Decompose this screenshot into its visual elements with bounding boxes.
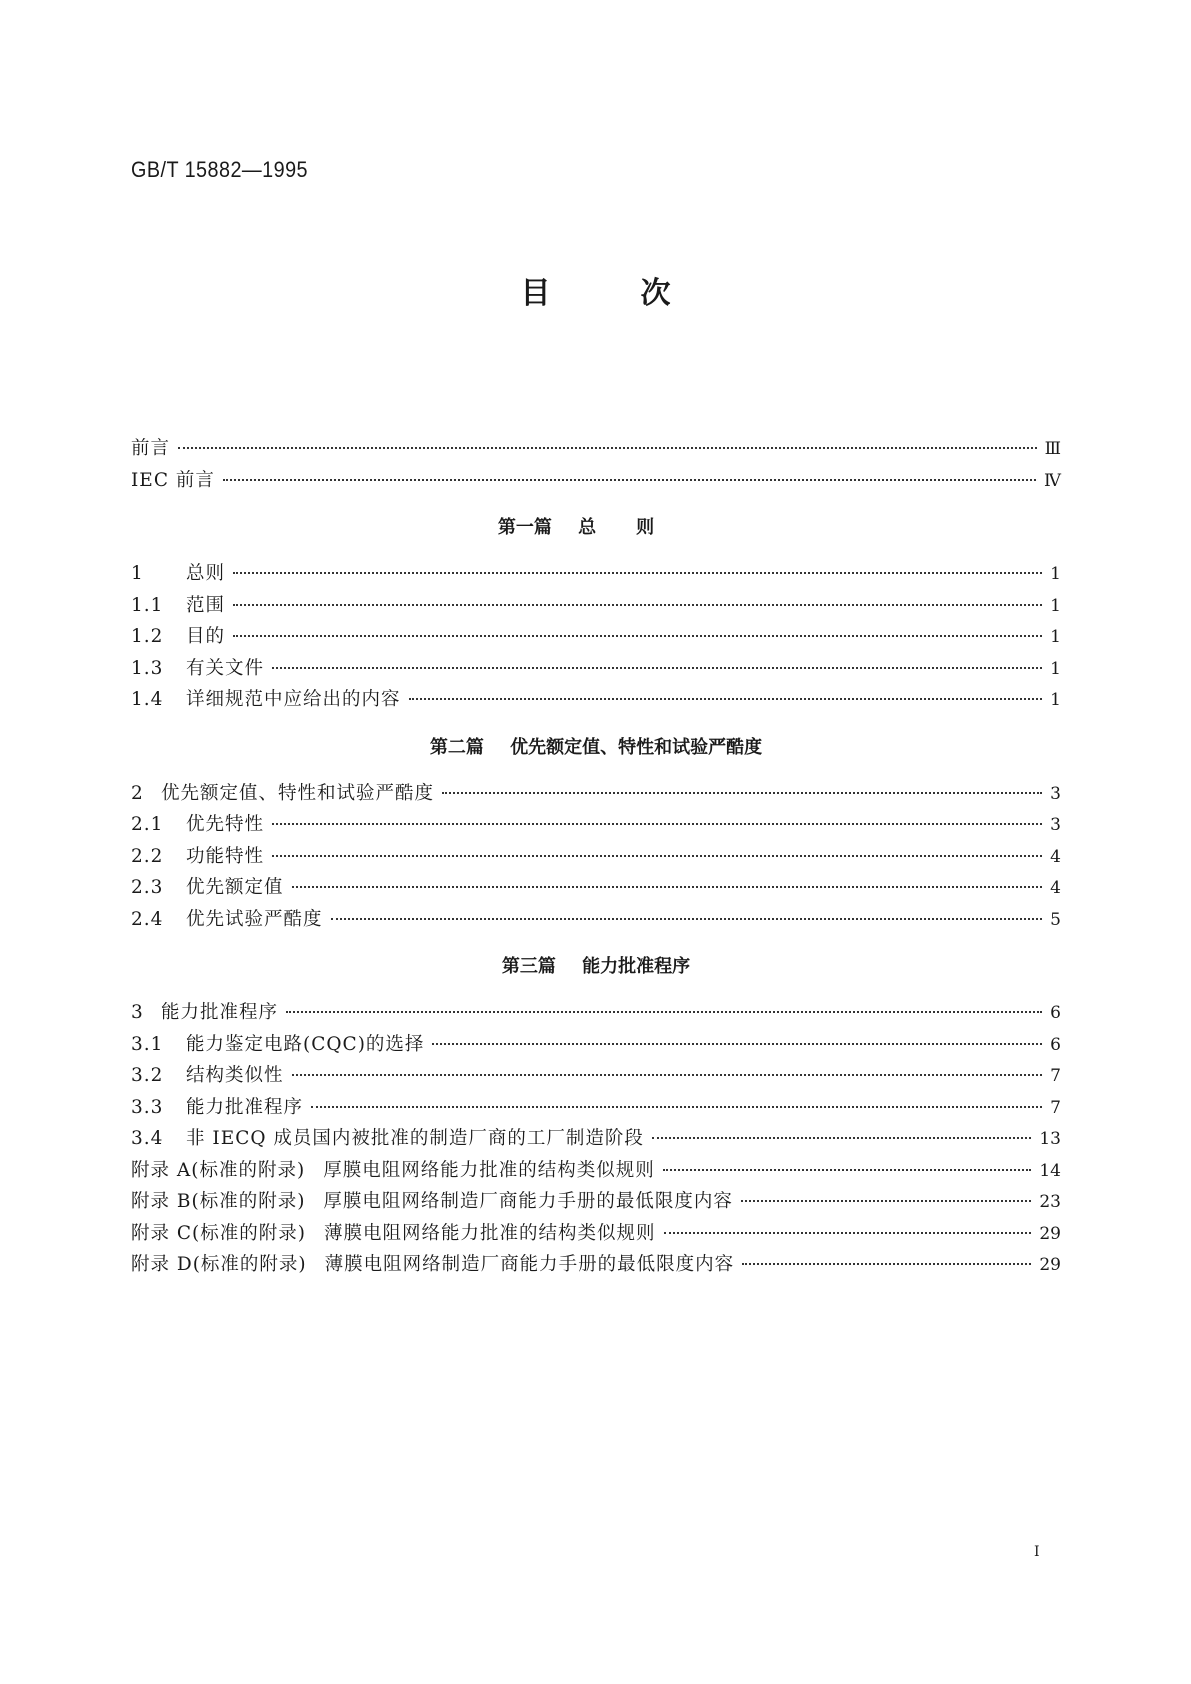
toc-entry-appendix[interactable] — [131, 1219, 1061, 1251]
leader-dots — [664, 1231, 1032, 1234]
part-title: 总则 — [578, 517, 695, 538]
toc-entry[interactable] — [131, 685, 1061, 717]
leader-dots — [233, 571, 1042, 574]
toc-page-number: 13 — [1039, 1129, 1061, 1149]
part-title: 优先额定值、特性和试验严酷度 — [510, 736, 763, 758]
toc-entry-label: 能力批准程序 — [161, 1002, 279, 1023]
toc-entry-label: 前言 — [131, 438, 171, 459]
toc-entry[interactable] — [131, 842, 1061, 874]
leader-dots — [741, 1199, 1031, 1202]
leader-dots — [292, 1073, 1043, 1076]
section-number: 1 — [131, 563, 144, 584]
part-heading — [131, 513, 1061, 543]
toc-page-number: 1 — [1050, 595, 1061, 616]
section-number: 1.2 — [131, 626, 164, 647]
toc-page-number: 4 — [1050, 846, 1061, 867]
leader-dots — [311, 1105, 1042, 1108]
toc-entry[interactable] — [131, 622, 1061, 654]
leader-dots — [233, 603, 1042, 606]
table-of-contents — [131, 434, 1061, 1282]
toc-entry-label: 优先试验严酷度 — [186, 908, 323, 930]
section-number: 3.4 — [131, 1128, 164, 1149]
toc-entry[interactable] — [131, 591, 1061, 623]
toc-page-number: 14 — [1039, 1160, 1061, 1181]
leader-dots — [742, 1262, 1031, 1265]
toc-page-number: 7 — [1050, 1097, 1061, 1118]
toc-entry[interactable] — [131, 998, 1061, 1030]
toc-entry[interactable] — [131, 654, 1061, 686]
toc-entry-label: 能力批准程序 — [186, 1096, 304, 1118]
toc-page-number: 29 — [1039, 1255, 1061, 1275]
leader-dots — [331, 917, 1043, 920]
toc-entry-label: IEC 前言 — [131, 469, 215, 491]
toc-entry-label: 范围 — [186, 594, 226, 616]
toc-page-number: 4 — [1050, 878, 1061, 898]
toc-entry-label: 详细规范中应给出的内容 — [186, 689, 401, 710]
toc-entry[interactable] — [131, 1061, 1061, 1093]
toc-entry[interactable] — [131, 873, 1061, 905]
standard-code: GB/T 15882—1995 — [131, 157, 309, 182]
toc-entry-label: 结构类似性 — [186, 1065, 284, 1086]
toc-entry-foreword[interactable] — [131, 434, 1061, 466]
appendix-name: 附录 B(标准的附录) — [131, 1191, 306, 1212]
toc-entry-label: 有关文件 — [186, 657, 265, 679]
appendix-name: 附录 D(标准的附录) — [131, 1254, 307, 1275]
toc-entry-label: 非 IECQ 成员国内被批准的制造厂商的工厂制造阶段 — [186, 1128, 644, 1149]
toc-entry-label: 功能特性 — [186, 845, 265, 867]
section-number: 2.3 — [131, 877, 164, 898]
section-number: 2.1 — [131, 814, 164, 835]
section-number: 3.3 — [131, 1096, 164, 1118]
leader-dots — [432, 1042, 1042, 1045]
section-number: 1.3 — [131, 657, 164, 679]
section-number: 3.2 — [131, 1065, 164, 1086]
leader-dots — [292, 885, 1043, 888]
leader-dots — [223, 478, 1036, 481]
part-heading — [131, 952, 1061, 982]
part-heading — [131, 733, 1061, 763]
toc-page-number: 3 — [1050, 815, 1061, 835]
toc-entry-label: 厚膜电阻网络制造厂商能力手册的最低限度内容 — [323, 1191, 733, 1212]
page-folio: I — [1034, 1544, 1040, 1560]
leader-dots — [272, 666, 1042, 669]
leader-dots — [272, 822, 1042, 825]
toc-entry-iec-foreword[interactable] — [131, 466, 1061, 498]
toc-page-number: 23 — [1039, 1192, 1061, 1212]
toc-entry[interactable] — [131, 779, 1061, 811]
toc-entry-appendix[interactable] — [131, 1187, 1061, 1219]
section-number: 1.4 — [131, 689, 164, 710]
appendix-name: 附录 C(标准的附录) — [131, 1222, 306, 1244]
section-number: 1.1 — [131, 594, 164, 616]
leader-dots — [652, 1136, 1031, 1139]
toc-entry-label: 优先额定值、特性和试验严酷度 — [161, 782, 435, 804]
section-number: 2.2 — [131, 845, 164, 867]
toc-entry-label: 目的 — [186, 626, 226, 647]
toc-entry-appendix[interactable] — [131, 1156, 1061, 1188]
leader-dots — [442, 791, 1042, 794]
toc-page-number: 7 — [1050, 1066, 1061, 1086]
toc-entry-label: 能力鉴定电路(CQC)的选择 — [186, 1033, 425, 1055]
toc-page-number: 6 — [1050, 1003, 1061, 1023]
toc-entry[interactable] — [131, 1030, 1061, 1062]
toc-entry[interactable] — [131, 1093, 1061, 1125]
leader-dots — [233, 634, 1042, 637]
leader-dots — [409, 697, 1043, 700]
toc-entry-label: 总则 — [186, 563, 226, 584]
toc-page-number: 1 — [1050, 627, 1061, 647]
toc-entry-label: 优先特性 — [186, 814, 265, 835]
toc-page-number: Ⅳ — [1044, 470, 1061, 491]
toc-entry-label: 厚膜电阻网络能力批准的结构类似规则 — [323, 1159, 655, 1181]
toc-entry-appendix[interactable] — [131, 1250, 1061, 1282]
leader-dots — [272, 854, 1042, 857]
toc-page-number: 6 — [1050, 1034, 1061, 1055]
leader-dots — [178, 446, 1037, 449]
section-number: 2 — [131, 782, 144, 804]
part-number: 第二篇 — [429, 736, 484, 758]
toc-entry[interactable] — [131, 810, 1061, 842]
toc-entry-label: 薄膜电阻网络制造厂商能力手册的最低限度内容 — [324, 1254, 735, 1275]
part-number: 第一篇 — [497, 517, 552, 538]
section-number: 2.4 — [131, 908, 164, 930]
toc-entry[interactable] — [131, 559, 1061, 591]
part-number: 第三篇 — [501, 956, 556, 977]
leader-dots — [663, 1168, 1032, 1171]
section-number: 3 — [131, 1002, 144, 1023]
toc-page-number: Ⅲ — [1044, 439, 1061, 459]
toc-page-number: 1 — [1050, 564, 1061, 584]
toc-page-number: 5 — [1050, 909, 1061, 930]
toc-page-number: 1 — [1050, 690, 1061, 710]
section-number: 3.1 — [131, 1033, 164, 1055]
part-title: 能力批准程序 — [582, 956, 691, 977]
toc-page-number: 1 — [1050, 658, 1061, 679]
toc-entry-label: 薄膜电阻网络能力批准的结构类似规则 — [323, 1222, 656, 1244]
page-title: 目次 — [520, 276, 761, 311]
toc-entry[interactable] — [131, 905, 1061, 937]
toc-entry[interactable] — [131, 1124, 1061, 1156]
toc-page-number: 3 — [1050, 783, 1061, 804]
appendix-name: 附录 A(标准的附录) — [131, 1159, 306, 1181]
toc-entry-label: 优先额定值 — [186, 877, 284, 898]
toc-page-number: 29 — [1039, 1223, 1061, 1244]
leader-dots — [286, 1010, 1042, 1013]
